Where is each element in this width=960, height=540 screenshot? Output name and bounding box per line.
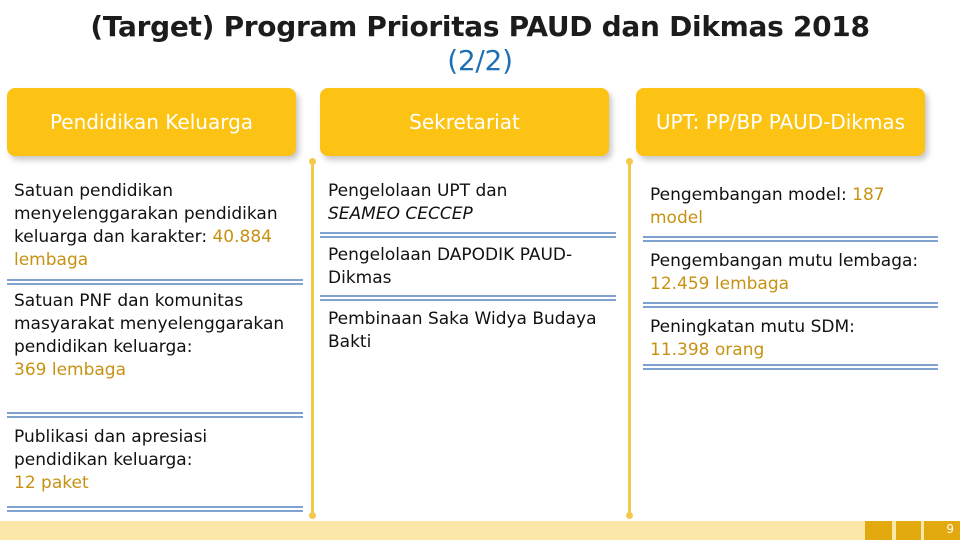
item-text-italic: SEAMEO CECCEP: [328, 204, 473, 224]
divider: [7, 279, 303, 281]
column-header-upt: [636, 88, 925, 156]
divider: [7, 412, 303, 414]
item-text: Pengelolaan DAPODIK PAUD-Dikmas: [328, 245, 573, 288]
divider: [7, 283, 303, 285]
item-value-unit: model: [650, 208, 703, 228]
item-text: Satuan pendidikan menyelenggarakan pendidikan keluarga dan karakter:: [14, 181, 278, 247]
list-item: [328, 180, 608, 226]
item-text: Publikasi dan apresiasi pendidikan keluarga:: [14, 427, 208, 470]
connector-line: [628, 162, 631, 516]
divider: [7, 416, 303, 418]
divider: [7, 506, 303, 508]
item-text: Pengelolaan UPT dan: [328, 181, 508, 201]
list-item: [650, 250, 935, 296]
divider: [320, 295, 616, 297]
column-header-upt-label: UPT: PP/BP PAUD-Dikmas: [655, 110, 906, 134]
list-item: [328, 308, 598, 354]
divider: [643, 368, 938, 370]
connector-dot: [309, 512, 316, 519]
page-title: (Target) Program Prioritas PAUD dan Dikmas 2018: [90, 10, 870, 43]
column-header-pendidikan-keluarga: Pendidikan Keluarga: [7, 88, 296, 156]
connector-dot: [626, 512, 633, 519]
item-value: 187: [852, 185, 885, 205]
footer-bar: [0, 521, 960, 540]
divider: [320, 236, 616, 238]
column-header-sekretariat: Sekretariat: [320, 88, 609, 156]
connector-line: [311, 162, 314, 516]
divider: [320, 232, 616, 234]
page-subtitle: (2/2): [447, 44, 513, 77]
list-item: [650, 184, 935, 230]
list-item: [14, 180, 299, 272]
divider: [643, 236, 938, 238]
list-item: [650, 316, 935, 362]
item-text: Pengembangan mutu lembaga:: [650, 251, 919, 271]
page-number: 9: [946, 522, 954, 536]
footer-square: [865, 521, 892, 540]
item-text: Satuan PNF dan komunitas masyarakat menyelenggarakan pendidikan keluarga:: [14, 291, 285, 357]
footer-square: [896, 521, 921, 540]
divider: [643, 364, 938, 366]
divider: [643, 306, 938, 308]
item-value: 12 paket: [14, 473, 89, 493]
list-item: [14, 290, 299, 382]
divider: [643, 240, 938, 242]
item-text: Pembinaan Saka Widya Budaya Bakti: [328, 309, 597, 352]
divider: [320, 299, 616, 301]
item-text: Pengembangan model:: [650, 185, 853, 205]
list-item: [14, 426, 299, 495]
connector-dot: [309, 158, 316, 165]
list-item: [328, 244, 598, 290]
item-value: 12.459 lembaga: [650, 274, 790, 294]
item-text: Peningkatan mutu SDM:: [650, 317, 855, 337]
item-value: 40.884 lembaga: [14, 227, 272, 270]
item-value: 11.398 orang: [650, 340, 765, 360]
connector-dot: [626, 158, 633, 165]
divider: [643, 302, 938, 304]
divider: [7, 510, 303, 512]
item-value: 369 lembaga: [14, 360, 127, 380]
